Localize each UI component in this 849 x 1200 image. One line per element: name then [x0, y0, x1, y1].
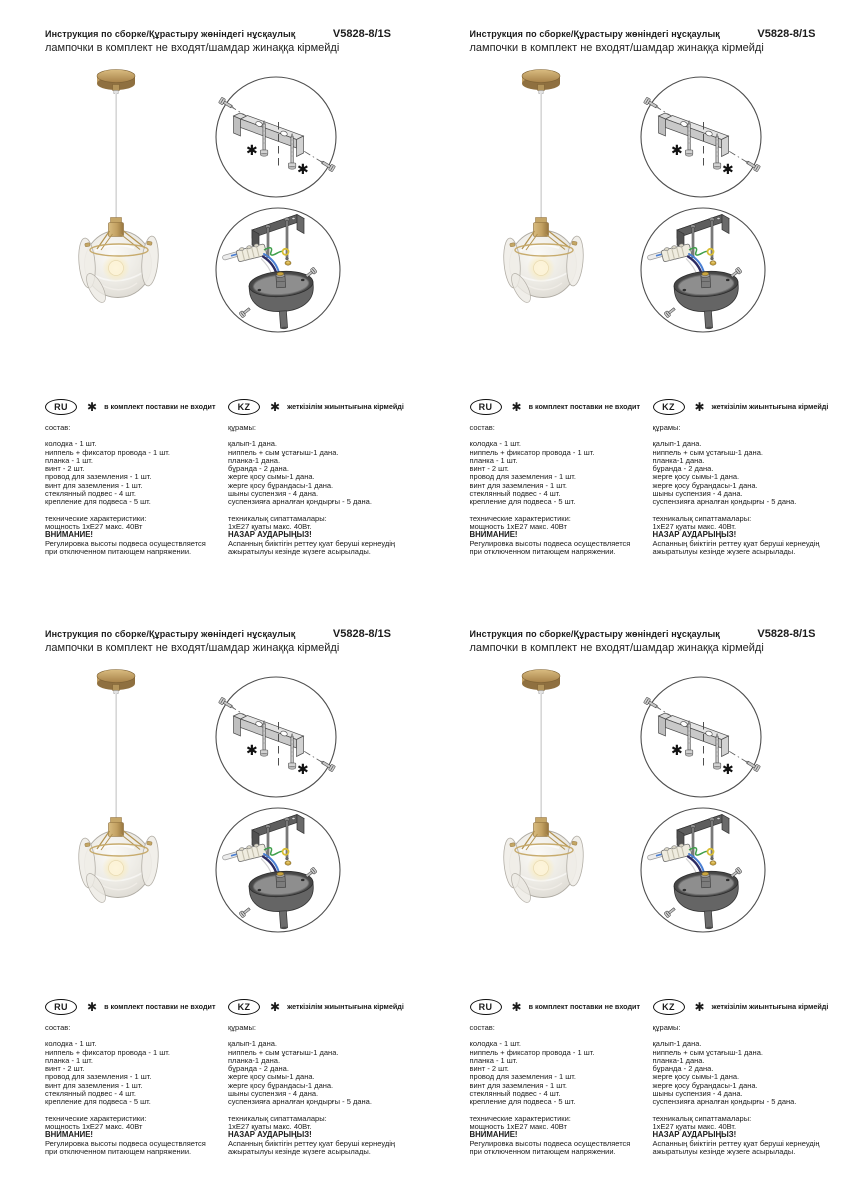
specs-value: мощность 1хЕ27 макс. 40Вт [469, 1121, 567, 1131]
specs-value: мощность 1хЕ27 макс. 40Вт [45, 521, 143, 531]
warning-line: ажыратылуы кезінде жүзеге асырылады. [652, 546, 796, 556]
parts-list-item: стеклянный подвес - 4 шт. [469, 1089, 561, 1099]
specs-value: 1хЕ27 қуаты макс. 40Вт. [652, 1121, 737, 1131]
instruction-panel [0, 0, 425, 600]
instruction-panel [0, 600, 425, 1200]
header-subtitle: лампочки в комплект не входят/шамдар жинаққа кірмейді [469, 642, 764, 654]
parts-list-item: винт для заземления - 1 шт. [469, 1080, 568, 1090]
warning-line: Аспанның биіктігін реттеу қуат беруші кернеудің [228, 1138, 396, 1148]
panel-header [45, 28, 391, 54]
parts-list-item: ниппель + сым ұстағыш-1 дана. [652, 447, 763, 457]
parts-list-item: суспензияға арналған қондырғы - 5 дана. [652, 1097, 797, 1107]
parts-list-title-kz: құрамы: [228, 423, 257, 432]
parts-list-item: жерге қосу сымы-1 дана. [228, 472, 315, 482]
parts-column-kz [653, 998, 832, 1156]
assembly-illustration [425, 660, 849, 970]
ceiling-canopy [522, 670, 560, 694]
assembly-illustration [0, 60, 425, 370]
header-title: Инструкция по сборке/Құрастыру жөніндегі нұсқаулық [45, 29, 296, 39]
parts-list-item: планка-1 дана. [652, 455, 705, 465]
warning-title: ВНИМАНИЕ! [469, 530, 518, 540]
asterisk-marker: ✱ [694, 399, 705, 414]
pendant-lamp [77, 670, 160, 906]
ceiling-canopy [97, 670, 135, 694]
ru-language-badge: RU [470, 399, 502, 415]
warning-line: Регулировка высоты подвеса осуществляется [45, 1138, 206, 1148]
down-rod [704, 311, 712, 328]
ru-language-badge: RU [470, 999, 502, 1015]
parts-list-item: колодка - 1 шт. [45, 439, 97, 449]
step2-wiring-diagram [216, 208, 340, 332]
header-title: Инструкция по сборке/Құрастыру жөніндегі нұсқаулық [45, 629, 296, 639]
parts-list-item: провод для заземления - 1 шт. [45, 472, 152, 482]
not-included-asterisk: ✱ [670, 743, 683, 759]
parts-column-ru [470, 998, 653, 1156]
ru-language-badge: RU [45, 999, 77, 1015]
parts-column-kz [228, 998, 407, 1156]
not-included-asterisk: ✱ [721, 762, 734, 778]
parts-list-item: ниппель + фиксатор провода - 1 шт. [469, 447, 595, 457]
parts-list-item: бұранда - 2 дана. [228, 1064, 289, 1074]
not-included-asterisk: ✱ [297, 762, 309, 778]
step2-wiring-diagram [216, 808, 340, 932]
not-included-asterisk: ✱ [670, 143, 683, 159]
specs-value: мощность 1хЕ27 макс. 40Вт [469, 521, 567, 531]
parts-list-item: ниппель + сым ұстағыш-1 дана. [228, 1047, 339, 1057]
parts-list-item: крепление для подвеса - 5 шт. [45, 1097, 151, 1107]
specs-value: 1хЕ27 қуаты макс. 40Вт. [228, 521, 312, 531]
parts-list-item: шыны суспензия - 4 дана. [228, 489, 319, 499]
ground-nut [285, 261, 291, 265]
not-included-asterisk: ✱ [246, 743, 258, 759]
not-included-note-kz: жеткізілім жиынтығына кірмейді [711, 1002, 829, 1011]
not-included-note-ru: в комплект поставки не входит [104, 402, 216, 411]
warning-line: ажыратылуы кезінде жүзеге асырылады. [228, 546, 371, 556]
model-number: V5828-8/1S [757, 28, 816, 40]
panel-header [45, 628, 391, 654]
parts-list-item: жерге қосу бұрандасы-1 дана. [652, 1080, 758, 1090]
asterisk-marker: ✱ [87, 399, 98, 414]
parts-list-item: винт - 2 шт. [469, 1064, 509, 1074]
warning-title: НАЗАР АУДАРЫҢЫЗ! [652, 1130, 737, 1140]
parts-list-item: колодка - 1 шт. [469, 1039, 521, 1049]
model-number: V5828-8/1S [757, 628, 816, 640]
asterisk-marker: ✱ [511, 399, 522, 414]
parts-list-item: ниппель + фиксатор провода - 1 шт. [469, 1047, 595, 1057]
parts-list-item: крепление для подвеса - 5 шт. [469, 497, 576, 507]
parts-list-item: шыны суспензия - 4 дана. [228, 1089, 319, 1099]
light-bulb [109, 261, 124, 276]
parts-list-title-ru: состав: [469, 1023, 495, 1032]
parts-list-item: қалып-1 дана. [652, 439, 702, 449]
warning-line: при отключенном питающем напряжении. [45, 546, 192, 556]
warning-line: Регулировка высоты подвеса осуществляется [469, 1138, 631, 1148]
step1-bracket-diagram [641, 77, 761, 197]
step2-wiring-diagram [641, 808, 765, 932]
not-included-note-kz: жеткізілім жиынтығына кірмейді [287, 402, 404, 411]
parts-list-item: винт для заземления - 1 шт. [45, 1080, 143, 1090]
parts-column-ru [470, 398, 653, 556]
parts-list-item: бұранда - 2 дана. [652, 464, 714, 474]
kz-language-badge: KZ [653, 999, 685, 1015]
kz-language-badge: KZ [228, 399, 260, 415]
parts-list-item: суспензияға арналған қондырғы - 5 дана. [228, 497, 372, 507]
parts-list-ru [470, 1040, 653, 1106]
parts-list-item: провод для заземления - 1 шт. [45, 1072, 152, 1082]
header-subtitle: лампочки в комплект не входят/шамдар жинаққа кірмейді [45, 42, 340, 54]
ground-nut [710, 861, 716, 865]
asterisk-marker: ✱ [87, 999, 98, 1014]
parts-list-title-kz: құрамы: [652, 1023, 681, 1032]
not-included-note-ru: в комплект поставки не входит [528, 1002, 640, 1011]
parts-list-item: колодка - 1 шт. [45, 1039, 97, 1049]
step1-bracket-diagram [216, 77, 336, 197]
specs-title: технические характеристики: [45, 1113, 147, 1123]
header-title: Инструкция по сборке/Құрастыру жөніндегі нұсқаулық [469, 29, 720, 39]
parts-list-item: жерге қосу бұрандасы-1 дана. [228, 480, 334, 490]
specs-block-ru [470, 515, 653, 556]
parts-list-item: жерге қосу сымы-1 дана. [228, 1072, 315, 1082]
parts-list-item: стеклянный подвес - 4 шт. [45, 489, 136, 499]
ground-nut [285, 861, 291, 865]
specs-value: 1хЕ27 қуаты макс. 40Вт. [228, 1121, 312, 1131]
parts-list-item: крепление для подвеса - 5 шт. [469, 1097, 576, 1107]
parts-list-item: суспензияға арналған қондырғы - 5 дана. [228, 1097, 372, 1107]
down-rod [279, 311, 287, 328]
parts-list-item: стеклянный подвес - 4 шт. [469, 489, 561, 499]
parts-list-item: планка-1 дана. [228, 1055, 281, 1065]
parts-list-item: ниппель + фиксатор провода - 1 шт. [45, 1047, 170, 1057]
not-included-note-ru: в комплект поставки не входит [528, 402, 640, 411]
parts-list-item: провод для заземления - 1 шт. [469, 1072, 576, 1082]
warning-title: ВНИМАНИЕ! [469, 1130, 518, 1140]
header-subtitle: лампочки в комплект не входят/шамдар жинаққа кірмейді [469, 42, 764, 54]
not-included-note-ru: в комплект поставки не входит [104, 1002, 216, 1011]
parts-list-ru [45, 440, 228, 506]
parts-list-item: крепление для подвеса - 5 шт. [45, 497, 151, 507]
not-included-asterisk: ✱ [721, 162, 734, 178]
parts-list-item: винт - 2 шт. [45, 1064, 85, 1074]
not-included-asterisk: ✱ [246, 143, 258, 159]
parts-section [45, 398, 407, 556]
kz-language-badge: KZ [228, 999, 260, 1015]
parts-list-item: провод для заземления - 1 шт. [469, 472, 576, 482]
specs-value: 1хЕ27 қуаты макс. 40Вт. [652, 521, 737, 531]
parts-list-item: планка - 1 шт. [469, 455, 518, 465]
specs-title: техникалық сипаттамалары: [228, 1113, 327, 1123]
parts-list-item: ниппель + фиксатор провода - 1 шт. [45, 447, 170, 457]
warning-title: НАЗАР АУДАРЫҢЫЗ! [228, 1130, 312, 1140]
parts-list-ru [470, 440, 653, 506]
specs-block-ru [45, 1115, 228, 1156]
step2-wiring-diagram [641, 208, 765, 332]
instruction-panel [425, 0, 849, 600]
parts-list-item: жерге қосу сымы-1 дана. [652, 472, 740, 482]
header-title: Инструкция по сборке/Құрастыру жөніндегі нұсқаулық [469, 629, 720, 639]
warning-line: ажыратылуы кезінде жүзеге асырылады. [652, 1146, 796, 1156]
light-bulb [533, 261, 548, 276]
parts-list-title-kz: құрамы: [228, 1023, 257, 1032]
warning-line: Регулировка высоты подвеса осуществляется [469, 538, 631, 548]
specs-title: техникалық сипаттамалары: [228, 513, 327, 523]
parts-list-item: ниппель + сым ұстағыш-1 дана. [228, 447, 339, 457]
warning-line: Аспанның биіктігін реттеу қуат беруші кернеудің [228, 538, 396, 548]
parts-column-kz [653, 398, 832, 556]
specs-title: техникалық сипаттамалары: [652, 1113, 752, 1123]
asterisk-marker: ✱ [270, 999, 281, 1014]
parts-list-kz [228, 1040, 407, 1106]
parts-column-ru [45, 398, 228, 556]
parts-list-item: винт - 2 шт. [469, 464, 509, 474]
model-number: V5828-8/1S [332, 628, 391, 640]
parts-list-item: колодка - 1 шт. [469, 439, 521, 449]
specs-block-kz [653, 1115, 832, 1156]
specs-title: технические характеристики: [469, 513, 571, 523]
pendant-lamp [501, 670, 584, 906]
down-rod [279, 911, 287, 928]
parts-list-item: планка-1 дана. [652, 1055, 705, 1065]
specs-block-kz [653, 515, 832, 556]
warning-line: Аспанның биіктігін реттеу қуат беруші кернеудің [652, 538, 820, 548]
asterisk-marker: ✱ [511, 999, 522, 1014]
parts-list-item: планка - 1 шт. [45, 455, 93, 465]
not-included-note-kz: жеткізілім жиынтығына кірмейді [287, 1002, 404, 1011]
parts-list-kz [653, 440, 832, 506]
kz-language-badge: KZ [653, 399, 685, 415]
parts-list-item: бұранда - 2 дана. [652, 1064, 714, 1074]
panel-header [470, 28, 816, 54]
parts-list-item: шыны суспензия - 4 дана. [652, 1089, 743, 1099]
specs-block-kz [228, 1115, 407, 1156]
parts-list-item: шыны суспензия - 4 дана. [652, 489, 743, 499]
parts-list-item: винт - 2 шт. [45, 464, 85, 474]
parts-list-item: қалып-1 дана. [652, 1039, 702, 1049]
assembly-illustration [425, 60, 849, 370]
warning-title: ВНИМАНИЕ! [45, 1130, 94, 1140]
instruction-panel [425, 600, 849, 1200]
not-included-asterisk: ✱ [297, 162, 309, 178]
model-number: V5828-8/1S [332, 28, 391, 40]
warning-title: НАЗАР АУДАРЫҢЫЗ! [228, 530, 312, 540]
parts-list-item: қалып-1 дана. [228, 1039, 277, 1049]
specs-title: технические характеристики: [469, 1113, 571, 1123]
parts-list-item: планка - 1 шт. [45, 1055, 93, 1065]
parts-list-item: жерге қосу бұрандасы-1 дана. [652, 480, 758, 490]
parts-list-item: винт для заземления - 1 шт. [45, 480, 143, 490]
warning-line: Регулировка высоты подвеса осуществляется [45, 538, 206, 548]
parts-list-item: винт для заземления - 1 шт. [469, 480, 568, 490]
parts-list-item: ниппель + сым ұстағыш-1 дана. [652, 1047, 763, 1057]
asterisk-marker: ✱ [270, 399, 281, 414]
light-bulb [109, 861, 124, 876]
specs-title: технические характеристики: [45, 513, 147, 523]
ru-language-badge: RU [45, 399, 77, 415]
specs-title: техникалық сипаттамалары: [652, 513, 752, 523]
parts-list-item: суспензияға арналған қондырғы - 5 дана. [652, 497, 797, 507]
header-subtitle: лампочки в комплект не входят/шамдар жинаққа кірмейді [45, 642, 340, 654]
warning-line: при отключенном питающем напряжении. [45, 1146, 192, 1156]
warning-line: ажыратылуы кезінде жүзеге асырылады. [228, 1146, 371, 1156]
parts-list-ru [45, 1040, 228, 1106]
specs-value: мощность 1хЕ27 макс. 40Вт [45, 1121, 143, 1131]
parts-list-item: планка-1 дана. [228, 455, 281, 465]
parts-section [45, 998, 407, 1156]
light-bulb [533, 861, 548, 876]
parts-section [470, 398, 832, 556]
parts-list-item: стеклянный подвес - 4 шт. [45, 1089, 136, 1099]
specs-block-ru [470, 1115, 653, 1156]
warning-title: ВНИМАНИЕ! [45, 530, 94, 540]
parts-list-title-ru: состав: [469, 423, 495, 432]
warning-line: Аспанның биіктігін реттеу қуат беруші кернеудің [652, 1138, 820, 1148]
parts-list-title-kz: құрамы: [652, 423, 681, 432]
parts-list-kz [653, 1040, 832, 1106]
warning-title: НАЗАР АУДАРЫҢЫЗ! [652, 530, 737, 540]
step1-bracket-diagram [641, 677, 761, 797]
specs-block-kz [228, 515, 407, 556]
ceiling-canopy [97, 70, 135, 94]
down-rod [704, 911, 712, 928]
warning-line: при отключенном питающем напряжении. [469, 1146, 616, 1156]
parts-list-item: жерге қосу бұрандасы-1 дана. [228, 1080, 334, 1090]
parts-list-item: бұранда - 2 дана. [228, 464, 289, 474]
parts-column-ru [45, 998, 228, 1156]
parts-list-title-ru: состав: [45, 423, 71, 432]
not-included-note-kz: жеткізілім жиынтығына кірмейді [711, 402, 829, 411]
pendant-lamp [77, 70, 160, 306]
parts-list-item: жерге қосу сымы-1 дана. [652, 1072, 740, 1082]
parts-list-kz [228, 440, 407, 506]
step1-bracket-diagram [216, 677, 336, 797]
parts-list-item: қалып-1 дана. [228, 439, 277, 449]
warning-line: при отключенном питающем напряжении. [469, 546, 616, 556]
parts-column-kz [228, 398, 407, 556]
ground-nut [710, 261, 716, 265]
parts-list-item: планка - 1 шт. [469, 1055, 518, 1065]
panel-header [470, 628, 816, 654]
parts-list-title-ru: состав: [45, 1023, 71, 1032]
ceiling-canopy [522, 70, 560, 94]
parts-section [470, 998, 832, 1156]
asterisk-marker: ✱ [694, 999, 705, 1014]
specs-block-ru [45, 515, 228, 556]
assembly-illustration [0, 660, 425, 970]
pendant-lamp [501, 70, 584, 306]
